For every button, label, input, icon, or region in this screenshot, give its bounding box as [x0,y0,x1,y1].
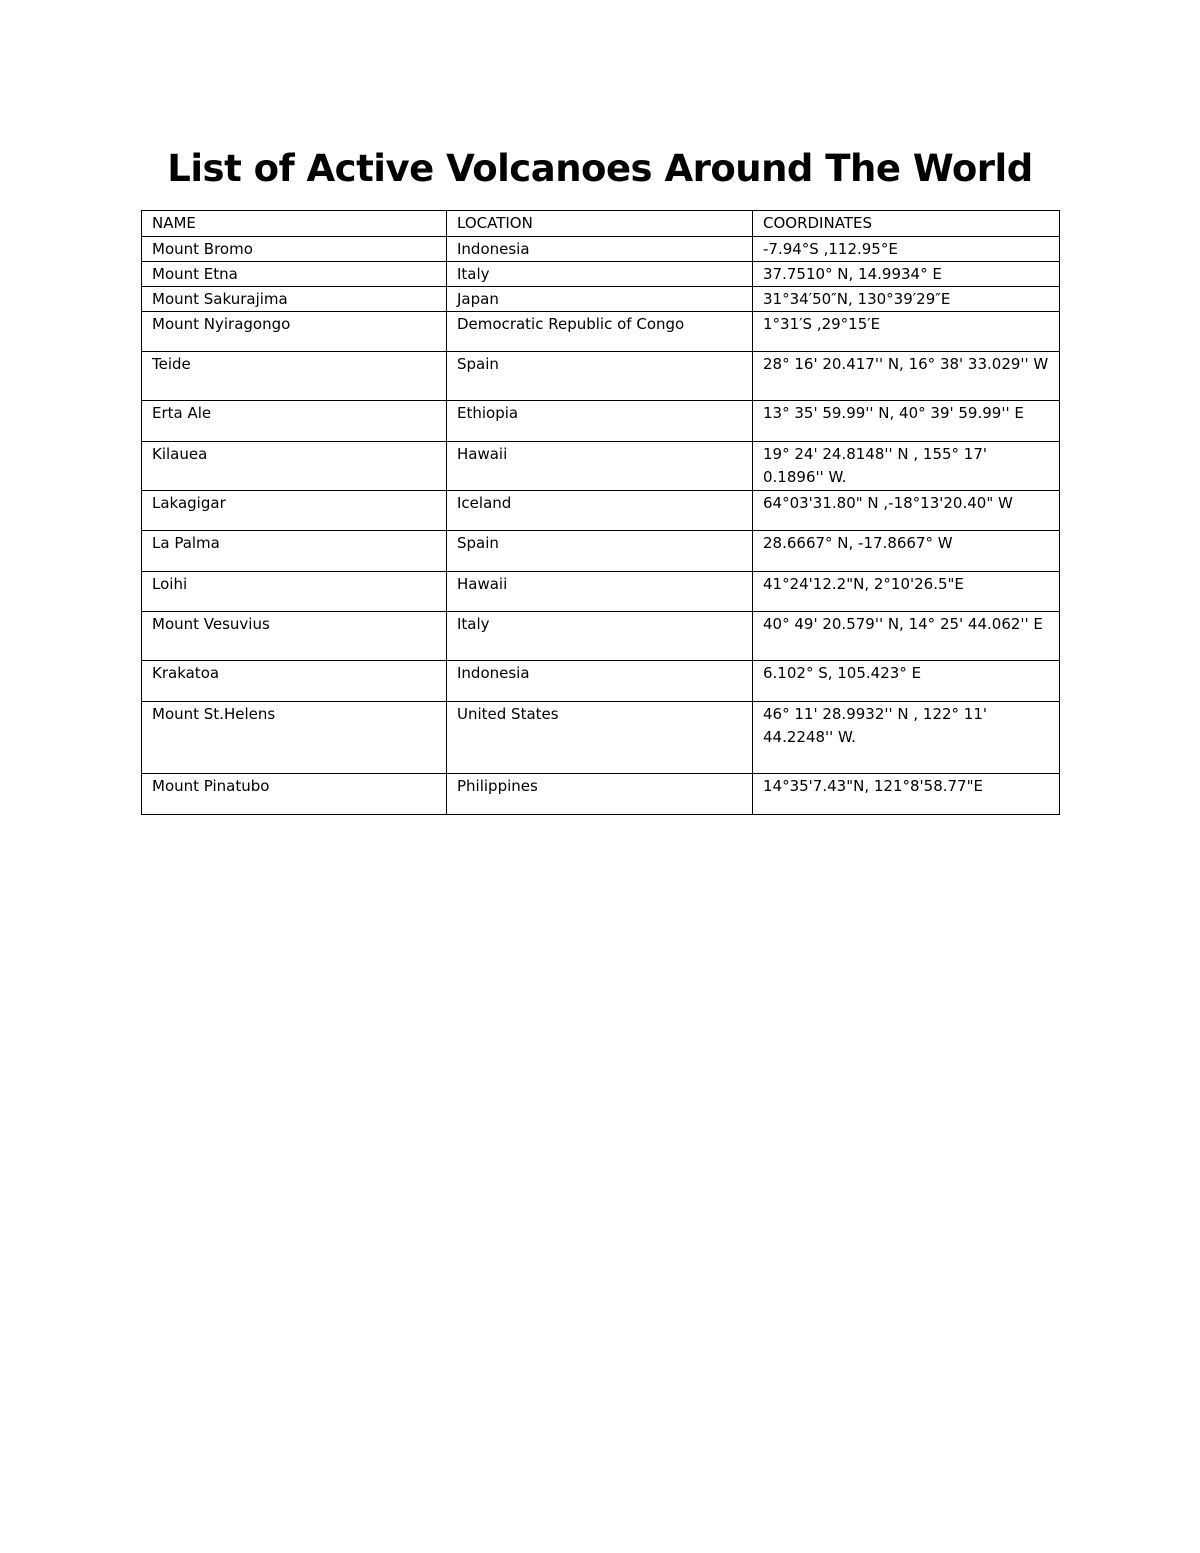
table-header-row [142,211,1060,237]
volcano-name: Mount Vesuvius [142,612,447,661]
volcano-location: United States [447,702,753,774]
volcano-table [141,210,1060,815]
volcano-coordinates: 46° 11' 28.9932'' N , 122° 11' 44.2248'' W. [753,702,1060,774]
volcano-location: Indonesia [447,661,753,702]
table-row [142,572,1060,612]
volcano-name: La Palma [142,531,447,572]
volcano-name: Loihi [142,572,447,612]
volcano-coordinates: 40° 49' 20.579'' N, 14° 25' 44.062'' E [753,612,1060,661]
volcano-coordinates: 19° 24' 24.8148'' N , 155° 17' 0.1896'' W. [753,442,1060,491]
volcano-location: Spain [447,531,753,572]
volcano-name: Krakatoa [142,661,447,702]
table-row [142,312,1060,352]
volcano-location: Italy [447,262,753,287]
volcano-name: Mount Bromo [142,237,447,262]
volcano-coordinates: 14°35'7.43"N, 121°8'58.77"E [753,774,1060,815]
volcano-coordinates: 64°03'31.80" N ,-18°13'20.40" W [753,491,1060,531]
table-row [142,531,1060,572]
volcano-location: Italy [447,612,753,661]
header-name: NAME [142,211,447,237]
table-row [142,774,1060,815]
table-row [142,661,1060,702]
page-title: List of Active Volcanoes Around The World [167,147,1033,190]
volcano-name: Mount St.Helens [142,702,447,774]
table-row [142,491,1060,531]
volcano-location: Indonesia [447,237,753,262]
volcano-coordinates: 28° 16' 20.417'' N, 16° 38' 33.029'' W [753,352,1060,401]
volcano-location: Hawaii [447,442,753,491]
volcano-coordinates: 37.7510° N, 14.9934° E [753,262,1060,287]
table-row [142,262,1060,287]
header-coordinates: COORDINATES [753,211,1060,237]
volcano-coordinates: 41°24'12.2"N, 2°10'26.5"E [753,572,1060,612]
volcano-location: Iceland [447,491,753,531]
table-row [142,401,1060,442]
volcano-coordinates: 1°31′S ,29°15′E [753,312,1060,352]
table-row [142,237,1060,262]
volcano-coordinates: 6.102° S, 105.423° E [753,661,1060,702]
volcano-name: Teide [142,352,447,401]
volcano-location: Ethiopia [447,401,753,442]
table-row [142,352,1060,401]
volcano-name: Lakagigar [142,491,447,531]
volcano-location: Philippines [447,774,753,815]
volcano-location: Hawaii [447,572,753,612]
volcano-name: Mount Pinatubo [142,774,447,815]
volcano-location: Democratic Republic of Congo [447,312,753,352]
volcano-name: Erta Ale [142,401,447,442]
table-row [142,702,1060,774]
volcano-coordinates: 31°34′50″N, 130°39′29″E [753,287,1060,312]
volcano-coordinates: -7.94°S ,112.95°E [753,237,1060,262]
table-row [142,287,1060,312]
volcano-name: Mount Sakurajima [142,287,447,312]
volcano-location: Spain [447,352,753,401]
table-row [142,612,1060,661]
volcano-name: Kilauea [142,442,447,491]
volcano-location: Japan [447,287,753,312]
volcano-coordinates: 28.6667° N, -17.8667° W [753,531,1060,572]
volcano-name: Mount Etna [142,262,447,287]
header-location: LOCATION [447,211,753,237]
volcano-name: Mount Nyiragongo [142,312,447,352]
table-row [142,442,1060,491]
volcano-coordinates: 13° 35' 59.99'' N, 40° 39' 59.99'' E [753,401,1060,442]
